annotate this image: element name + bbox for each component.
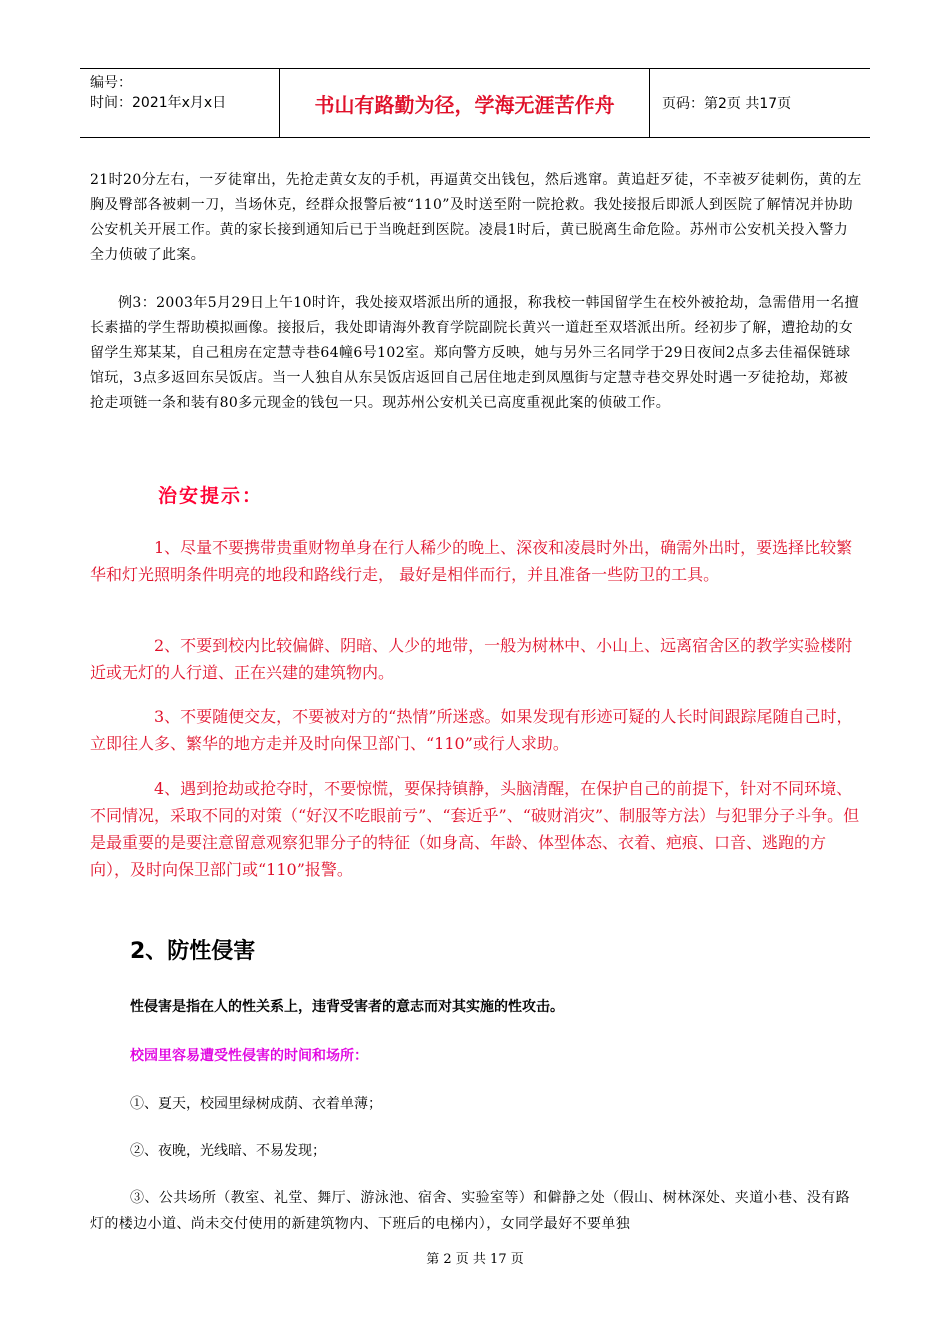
header-time: 时间：2021年x月x日 [90,95,227,111]
list-item: ③、公共场所（教室、礼堂、舞厅、游泳池、宿舍、实验室等）和僻静之处（假山、树林深处、夹道小巷、没有路灯的楼边小道、尚未交付使用的新建筑物内、下班后的电梯内），女同学最好不要单独 [90,1190,850,1232]
section-heading-sexual-assault: 2、防性侵害 [130,939,256,964]
page-header [80,68,870,138]
header-page: 页码：第2页 共17页 [662,96,792,112]
security-tips-heading: 治安提示： [158,485,264,507]
header-meta [80,69,280,137]
tip-3: 3、不要随便交友，不要被对方的“热情”所迷惑。如果发现有形迹可疑的人长时间跟踪尾随自己时，立即往人多、繁华的地方走并及时向保卫部门、“110”或行人求助。 [90,707,853,753]
list-item: ①、夏天，校园里绿树成荫、衣着单薄； [130,1096,382,1112]
paragraph-example-3: 例3：2003年5月29日上午10时许，我处接双塔派出所的通报，称我校一韩国留学生在校外被抢劫，急需借用一名擅长素描的学生帮助模拟画像。接报后，我处即请海外教育学院副院长黄兴一道赶至双塔派出所。经初步了解，遭抢劫的女留学生郑某某，自己租房在定慧寺巷64幢6号102室。郑向警方反映，她与另外三名同学于29日夜间2点多去佳福保链球馆玩，3点多返回东吴饭店。当一人独自从东吴饭店返回自己居住地走到凤凰街与定慧寺巷交界处时遇一歹徒抢劫，郑被抢走项链一条和装有80多元现金的钱包一只。现苏州公安机关已高度重视此案的侦破工作。 [90,295,860,411]
page-footer: 第 2 页 共 17 页 [426,1252,524,1267]
tip-2: 2、不要到校内比较偏僻、阴暗、人少的地带，一般为树林中、小山上、远离宿舍区的教学实验楼附近或无灯的人行道、正在兴建的建筑物内。 [90,636,853,682]
header-number: 编号： [90,75,132,91]
tip-4: 4、遇到抢劫或抢夺时，不要惊慌，要保持镇静，头脑清醒，在保护自己的前提下，针对不同环境、不同情况，采取不同的对策（“好汉不吃眼前亏”、“套近乎”、“破财消灾”、制服等方法）与犯罪分子斗争。但是最重要的是要注意留意观察犯罪分子的特征（如身高、年龄、体型体态、衣着、疤痕、口音、逃跑的方向），及时向保卫部门或“110”报警。 [90,779,860,879]
tip-1: 1、尽量不要携带贵重财物单身在行人稀少的晚上、深夜和凌晨时外出，确需外出时，要选择比较繁华和灯光照明条件明亮的地段和路线行走， 最好是相伴而行，并且准备一些防卫的工具。 [90,538,853,584]
subheading-risk-times: 校园里容易遭受性侵害的时间和场所： [130,1048,368,1064]
list-item: ②、夜晚，光线暗、不易发现； [130,1143,326,1159]
paragraph-case-continued: 21时20分左右，一歹徒窜出，先抢走黄女友的手机，再逼黄交出钱包，然后逃窜。黄追赶歹徒，不幸被歹徒刺伤，黄的左胸及臀部各被刺一刀，当场休克，经群众报警后被“110”及时送至附一院抢救。我处接报后即派人到医院了解情况并协助公安机关开展工作。黄的家长接到通知后已于当晚赶到医院。凌晨1时后，黄已脱离生命危险。苏州市公安机关投入警力全力侦破了此案。 [90,172,862,263]
header-motto: 书山有路勤为径，学海无涯苦作舟 [280,69,650,137]
definition-text: 性侵害是指在人的性关系上，违背受害者的意志而对其实施的性攻击。 [130,999,564,1015]
